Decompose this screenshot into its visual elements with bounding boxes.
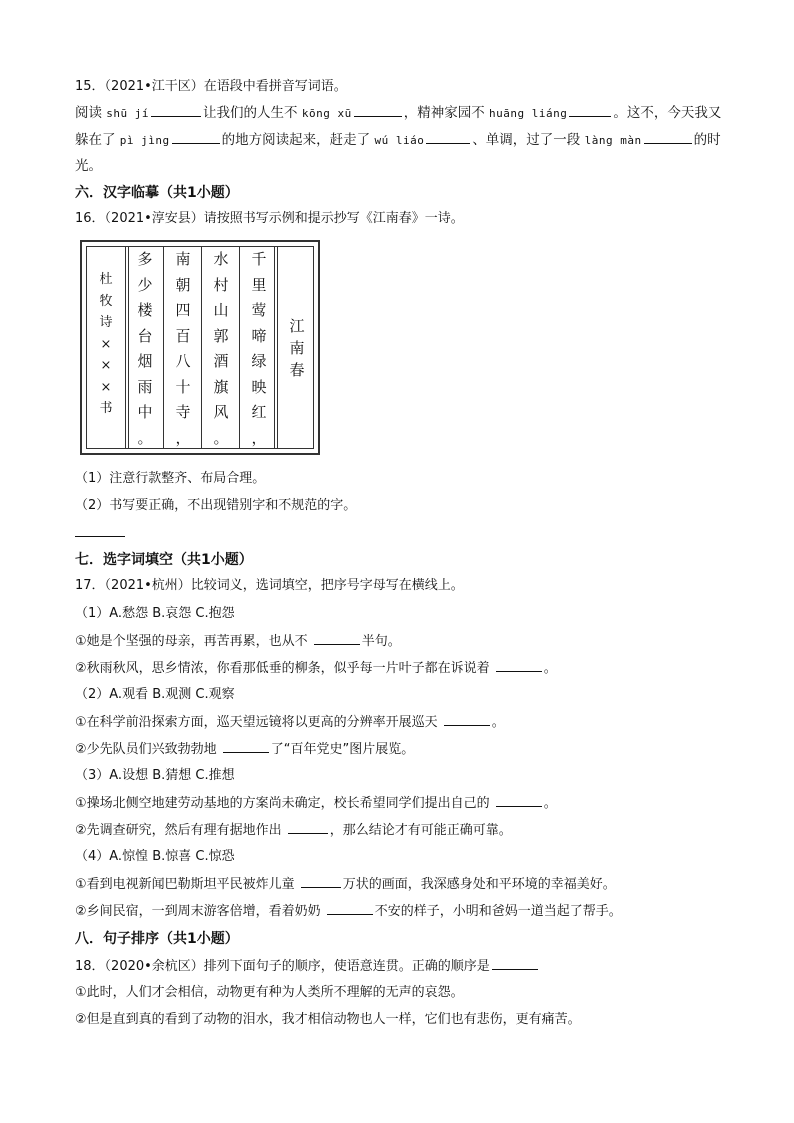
answer-blank[interactable] [426,131,470,144]
grid-character: 山 [213,301,229,319]
grid-character: 绿 [251,352,267,370]
text-segment: ②少先队员们兴致勃勃地 [75,742,221,757]
grid-character: 诗 [99,315,113,330]
q17-sentence [75,740,414,759]
grid-character: 南 [289,338,305,357]
text-segment: 让我们的人生不 [203,105,302,121]
pinyin: làng màn [584,134,642,147]
text-segment: ，精神家园不 [403,105,489,121]
q15-title: 15．（2021•江干区）在语段中看拼音写词语。 [75,79,347,94]
answer-blank[interactable] [496,794,542,807]
grid-character: 千 [251,250,267,268]
pinyin: kōng xū [301,107,352,120]
grid-character: 少 [137,275,153,294]
grid-character: 书 [99,401,113,416]
poem-column-2 [201,247,240,448]
text-segment: 了“百年党史”图片展览。 [270,742,415,757]
grid-character: 映 [251,377,267,396]
grid-character: 中 [137,403,153,421]
grid-character: 寺 [175,403,191,421]
grid-character: 春 [289,360,305,379]
answer-blank[interactable] [172,131,220,144]
grid-character: 村 [213,275,229,294]
section-heading: 八．句子排序（共1小题） [75,931,239,947]
grid-character: ， [175,428,191,447]
q17-options-3: （3）A.设想 B.猜想 C.推想 [75,768,235,783]
grid-character: 烟 [137,352,153,370]
grid-character: 多 [137,250,153,268]
calligraphy-grid [80,240,320,455]
poem-column-4 [125,247,164,448]
answer-blank[interactable] [644,131,692,144]
column-divider [274,247,275,448]
answer-blank[interactable] [492,957,538,970]
text-segment: 阅读 [75,105,107,121]
text-segment: ①在科学前沿探索方面，巡天望远镜将以更高的分辨率开展巡天 [75,715,442,730]
grid-character: 八 [175,352,191,370]
q18-sentence-2: ②但是直到真的看到了动物的泪水，我才相信动物也人一样，它们也有悲伤，更有痛苦。 [75,1012,581,1027]
text-segment: 半句。 [361,634,401,649]
text-segment: ②秋雨秋风，思乡情浓，你看那低垂的柳条，似乎每一片叶子都在诉说着 [75,661,494,676]
text-segment: ①看到电视新闻巴勒斯坦平民被炸儿童 [75,877,299,892]
grid-character: 楼 [137,301,153,319]
answer-line[interactable] [75,536,125,537]
text-segment: ①她是个坚强的母亲，再苦再累，也从不 [75,634,312,649]
grid-character: 莺 [251,301,267,319]
q18-sentence-1: ①此时，人们才会相信，动物更有种为人类所不理解的无声的哀怨。 [75,985,464,1000]
text-segment: 的时 [693,132,721,148]
q17-sentence [75,875,616,894]
grid-character: 酒 [213,352,229,370]
q17-title: 17．（2021•杭州）比较词义，选词填空，把序号字母写在横线上。 [75,578,464,593]
text-segment: 躲在了 [75,132,120,148]
pinyin: shū jí [106,107,150,120]
text-segment: 的地方阅读起来，赶走了 [221,132,375,148]
pinyin: pì jìng [119,134,170,147]
q17-sentence [75,902,622,921]
q16-note-2: （2）书写要正确，不出现错别字和不规范的字。 [75,498,357,513]
grid-character: × [100,336,112,352]
q17-options-2: （2）A.观看 B.观测 C.观察 [75,687,235,702]
grid-character: 。 [213,428,229,447]
grid-character: 江 [289,316,305,335]
q15-line3: 光。 [75,158,102,174]
answer-blank[interactable] [314,632,360,645]
signature-column [87,247,125,448]
grid-character: 南 [175,250,191,268]
q15-line1 [75,104,721,123]
grid-character: 牧 [99,293,113,309]
grid-character: 啼 [251,326,267,345]
column-divider [128,247,129,448]
section-heading: 七．选字词填空（共1小题） [75,552,253,568]
text-segment: 不安的样子，小明和爸妈一道当起了帮手。 [374,904,622,919]
grid-character: 朝 [175,275,191,294]
grid-character: 。 [137,428,153,447]
q17-sentence [75,713,505,732]
answer-blank[interactable] [354,104,402,117]
q17-options-4: （4）A.惊惶 B.惊喜 C.惊恐 [75,849,235,864]
q17-sentence [75,794,557,813]
text-segment: 。 [543,796,557,811]
q17-options-1: （1）A.愁怨 B.哀怨 C.抱怨 [75,606,235,621]
answer-blank[interactable] [327,902,373,915]
text-segment: ②乡间民宿，一到周末游客倍增，看着奶奶 [75,904,325,919]
pinyin: huāng liáng [489,107,568,120]
answer-blank[interactable] [288,821,328,834]
poem-column-3 [163,247,202,448]
q17-sentence [75,821,512,840]
q15-line2 [75,131,721,150]
grid-character: 十 [175,377,191,396]
text-segment: 。 [543,661,557,676]
title-column [277,247,316,448]
text-segment: 万状的画面，我深感身处和平环境的幸福美好。 [342,877,616,892]
answer-blank[interactable] [151,104,201,117]
q17-sentence [75,632,401,651]
text-segment: 、单调，过了一段 [472,132,585,148]
text-segment: ①操场北侧空地建劳动基地的方案尚未确定，校长希望同学们提出自己的 [75,796,494,811]
grid-character: 旗 [213,377,229,396]
grid-character: × [100,379,112,395]
grid-character: × [100,358,112,373]
q16-title: 16．（2021•淳安县）请按照书写示例和提示抄写《江南春》一诗。 [75,211,464,226]
grid-character: 百 [175,326,191,345]
grid-character: 四 [175,301,191,319]
answer-blank[interactable] [444,713,490,726]
text-segment: ，那么结论才有可能正确可靠。 [329,823,512,838]
grid-character: 风 [213,403,229,421]
grid-character: 雨 [137,377,153,396]
grid-character: 红 [251,403,267,421]
q18-title [75,957,540,976]
section-heading: 六．汉字临摹（共1小题） [75,185,239,201]
grid-character: 杜 [99,272,113,287]
text-segment: ②先调查研究，然后有理有据地作出 [75,823,286,838]
grid-character: ， [251,428,267,447]
grid-character: 台 [137,326,153,345]
grid-character: 郭 [213,326,229,345]
answer-blank[interactable] [223,740,269,753]
text-segment: 。这不，今天我又 [613,105,722,121]
text-segment: 。 [491,715,505,730]
answer-blank[interactable] [569,104,611,117]
q16-note-1: （1）注意行款整齐、布局合理。 [75,471,266,486]
q17-sentence [75,659,557,678]
answer-blank[interactable] [496,659,542,672]
poem-column-1 [239,247,278,448]
grid-character: 水 [213,250,229,268]
text-segment: 18．（2020•余杭区）排列下面句子的顺序，使语意连贯。正确的顺序是 [75,959,490,974]
grid-character: 里 [251,275,267,294]
pinyin: wú liáo [374,134,425,147]
answer-blank[interactable] [301,875,341,888]
